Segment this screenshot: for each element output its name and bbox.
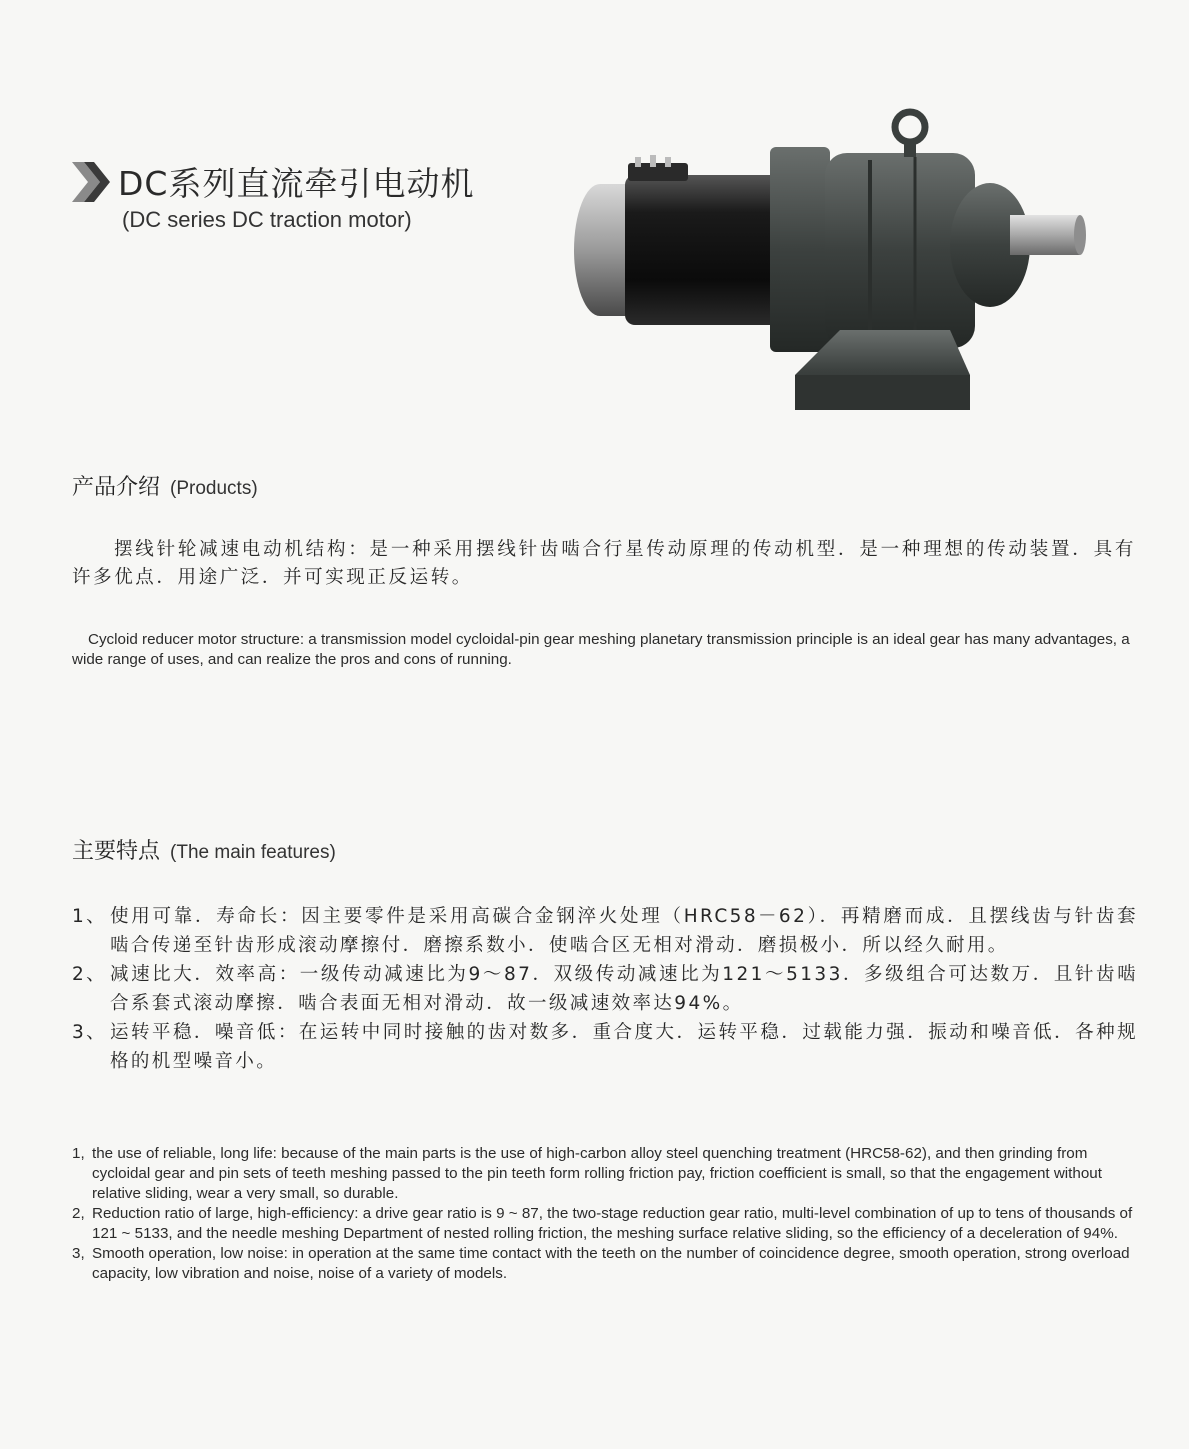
page-title: DC系列直流牵引电动机 bbox=[118, 164, 475, 203]
list-item-text: 减速比大．效率高：一级传动减速比为9～87．双级传动减速比为121～5133．多级组合可达数万．且针齿啮合系套式滚动摩擦．啮合表面无相对滑动．故一级减速效率达94%。 bbox=[110, 964, 1138, 1014]
features-list-zh bbox=[72, 902, 1138, 1076]
list-item-number: 1, bbox=[72, 1145, 85, 1162]
list-item-number: 3, bbox=[72, 1245, 85, 1262]
list-item-text: Smooth operation, low noise: in operation at the same time contact with the teeth on the number of coincidence degree, smooth operation, strong overload capacity, low vibration and noise, noise of a variety of models. bbox=[92, 1245, 1130, 1282]
list-item bbox=[72, 1018, 1138, 1076]
page-header bbox=[70, 158, 540, 233]
features-heading-zh: 主要特点 bbox=[72, 839, 161, 864]
list-item bbox=[72, 1244, 1138, 1284]
list-item-text: 运转平稳．噪音低：在运转中同时接触的齿对数多．重合度大．运转平稳．过载能力强．振动和噪音低．各种规格的机型噪音小。 bbox=[110, 1022, 1138, 1072]
page-subtitle: (DC series DC traction motor) bbox=[122, 207, 412, 232]
products-description-en: Cycloid reducer motor structure: a transmission model cycloidal-pin gear meshing planetary transmission principle is an ideal gear has many advantages, a wide range of uses, and can realize the pros and cons of running. bbox=[72, 631, 1130, 668]
features-list-en bbox=[72, 1144, 1138, 1284]
list-item-text: the use of reliable, long life: because of the main parts is the use of high-carbon alloy steel quenching treatment (HRC58-62), and then grinding from cycloidal gear and pin sets of teeth meshing passed to the pin teeth form rolling friction pay, friction coefficient is small, so that the engagement without relative sliding, wear a very small, so durable. bbox=[92, 1145, 1102, 1202]
list-item bbox=[72, 902, 1138, 960]
list-item bbox=[72, 1144, 1138, 1204]
products-heading bbox=[72, 470, 258, 501]
list-item bbox=[72, 960, 1138, 1018]
features-heading bbox=[72, 834, 336, 865]
list-item-number: 2、 bbox=[72, 964, 108, 985]
features-heading-en: (The main features) bbox=[170, 842, 336, 863]
list-item-text: 使用可靠．寿命长：因主要零件是采用高碳合金钢淬火处理（HRC58－62）．再精磨而成．且摆线齿与针齿套啮合传递至针齿形成滚动摩擦付．磨擦系数小．使啮合区无相对滑动．磨损极小．所以经久耐用。 bbox=[110, 906, 1138, 956]
products-heading-en: (Products) bbox=[170, 478, 258, 499]
motor-product-image bbox=[570, 105, 1090, 415]
products-description-zh: 摆线针轮减速电动机结构：是一种采用摆线针齿啮合行星传动原理的传动机型．是一种理想的传动装置．具有许多优点．用途广泛．并可实现正反运转。 bbox=[72, 539, 1136, 588]
products-heading-zh: 产品介绍 bbox=[72, 475, 161, 500]
list-item-text: Reduction ratio of large, high-efficiency: a drive gear ratio is 9 ~ 87, the two-stage reduction gear ratio, multi-level combination of up to tens of thousands of 121 ~ 5133, and the needle meshing Department of nested rolling friction, the meshing surface relative sliding, so the efficiency of a deceleration of 94%. bbox=[92, 1205, 1133, 1242]
title-row bbox=[70, 158, 540, 205]
list-item-number: 1、 bbox=[72, 906, 108, 927]
list-item-number: 2, bbox=[72, 1205, 85, 1222]
list-item-number: 3、 bbox=[72, 1022, 108, 1043]
double-chevron-icon bbox=[70, 159, 112, 205]
list-item bbox=[72, 1204, 1138, 1244]
